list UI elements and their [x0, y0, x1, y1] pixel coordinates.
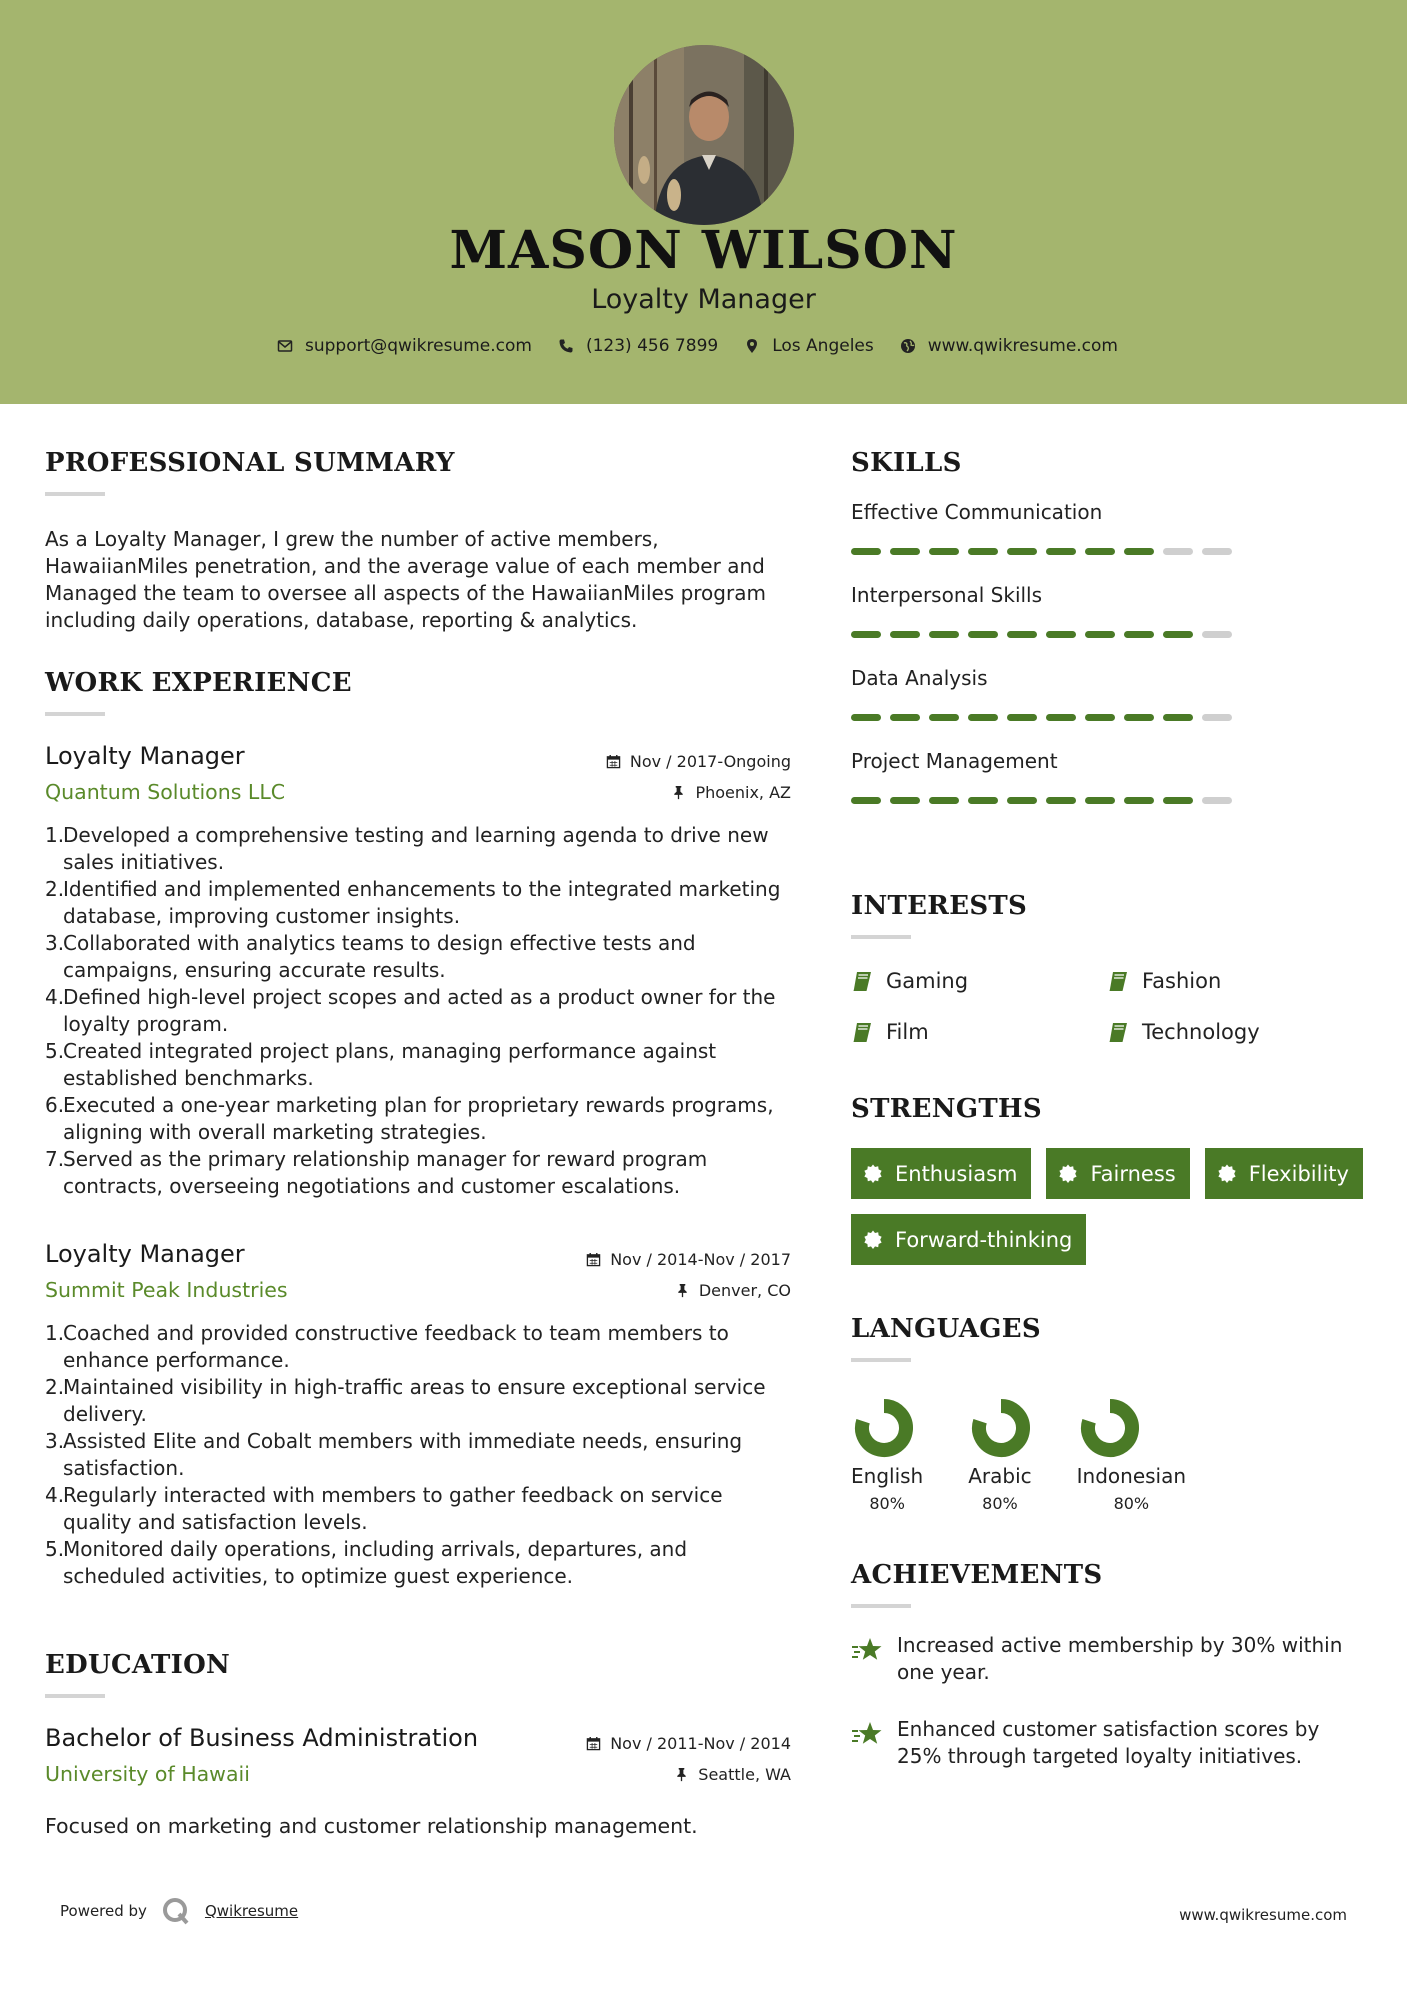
education-date: Nov / 2011-Nov / 2014 [610, 1734, 791, 1753]
strengths-list [851, 1148, 1371, 1265]
skill-level-dot [1046, 631, 1076, 638]
email-text: support@qwikresume.com [305, 336, 532, 356]
job-date: Nov / 2017-Ongoing [629, 752, 791, 771]
job-entry [45, 1240, 791, 1590]
achievement-item [851, 1632, 1371, 1686]
skills-heading: SKILLS [851, 448, 962, 478]
strength-tag: Forward-thinking [851, 1214, 1086, 1265]
badge-icon [863, 1230, 883, 1250]
languages-section [851, 1314, 1371, 1513]
skill-level-bar [851, 548, 1371, 555]
skill-level-dot [1046, 548, 1076, 555]
list-item: 5.Monitored daily operations, including arrivals, departures, and scheduled activities, to optimize guest experience. [45, 1537, 688, 1588]
skill-level-dot [1007, 714, 1037, 721]
list-item: 1.Developed a comprehensive testing and learning agenda to drive new sales initiatives. [45, 823, 769, 874]
phone-icon [558, 338, 574, 354]
job-title: Loyalty Manager [45, 1240, 245, 1268]
skill-level-dot [1202, 714, 1232, 721]
map-marker-icon [744, 338, 760, 354]
skills-list [851, 500, 1371, 804]
education-section [45, 1650, 791, 1838]
skill-level-dot [1124, 548, 1154, 555]
education-heading: EDUCATION [45, 1650, 231, 1680]
skill-level-dot [851, 797, 881, 804]
language-item [968, 1398, 1031, 1513]
contact-website[interactable] [900, 336, 1118, 356]
skill-level-dot [968, 548, 998, 555]
job-entry [45, 742, 791, 1200]
profile-photo [614, 45, 794, 225]
skill-level-bar [851, 714, 1371, 721]
skill-name: Interpersonal Skills [851, 583, 1043, 607]
language-progress-ring [971, 1398, 1031, 1458]
skill-level-dot [929, 631, 959, 638]
skill-level-dot [1163, 797, 1193, 804]
section-divider [45, 1694, 105, 1698]
contact-email[interactable] [277, 336, 532, 356]
job-meta [586, 1244, 791, 1306]
list-item: 6.Executed a one-year marketing plan for proprietary rewards programs, aligning with overall marketing strategies. [45, 1093, 774, 1144]
skill-item [851, 500, 1371, 555]
summary-section [45, 448, 791, 634]
degree-title: Bachelor of Business Administration [45, 1724, 479, 1752]
phone-text: (123) 456 7899 [585, 336, 719, 356]
skill-level-dot [968, 797, 998, 804]
skill-level-dot [1124, 714, 1154, 721]
skill-level-dot [1202, 548, 1232, 555]
achievements-section [851, 1560, 1371, 1770]
strengths-section [851, 1094, 1371, 1265]
interest-item: Technology [1107, 1020, 1363, 1044]
list-item: 4.Defined high-level project scopes and acted as a product owner for the loyalty program. [45, 985, 776, 1036]
book-icon [851, 970, 873, 992]
job-bullets [45, 822, 791, 1200]
job-location: Phoenix, AZ [695, 783, 791, 802]
interest-item: Gaming [851, 969, 1107, 993]
job-company: Summit Peak Industries [45, 1278, 288, 1302]
pushpin-icon [671, 785, 686, 800]
badge-icon [1058, 1164, 1078, 1184]
footer-site[interactable]: www.qwikresume.com [1179, 1906, 1347, 1924]
skill-level-dot [1163, 631, 1193, 638]
skill-level-dot [1007, 797, 1037, 804]
list-item: 7.Served as the primary relationship manager for reward program contracts, overseeing negotiations and customer escalations. [45, 1147, 708, 1198]
skill-level-dot [890, 631, 920, 638]
strength-tag: Enthusiasm [851, 1148, 1031, 1199]
interests-heading: INTERESTS [851, 891, 1028, 921]
calendar-icon [586, 1736, 601, 1751]
calendar-icon [606, 754, 621, 769]
list-item: 2.Maintained visibility in high-traffic areas to ensure exceptional service delivery. [45, 1375, 766, 1426]
skill-name: Data Analysis [851, 666, 988, 690]
contact-bar [0, 336, 1407, 356]
book-icon [1107, 970, 1129, 992]
contact-location [744, 336, 874, 356]
skill-level-dot [929, 548, 959, 555]
language-name: English [851, 1464, 924, 1488]
job-title: Loyalty Manager [45, 742, 245, 770]
skill-level-dot [1085, 797, 1115, 804]
contact-phone[interactable] [558, 336, 718, 356]
book-icon [851, 1021, 873, 1043]
skill-level-bar [851, 631, 1371, 638]
language-name: Indonesian [1076, 1464, 1187, 1488]
candidate-role: Loyalty Manager [591, 284, 816, 315]
strengths-heading: STRENGTHS [851, 1094, 1042, 1124]
skill-level-dot [968, 631, 998, 638]
badge-icon [863, 1164, 883, 1184]
skill-level-dot [1046, 714, 1076, 721]
achievement-item [851, 1716, 1371, 1770]
section-divider [851, 935, 911, 939]
candidate-name: MASON WILSON [449, 220, 958, 281]
calendar-icon [586, 1252, 601, 1267]
job-meta [606, 746, 791, 808]
section-divider [851, 1358, 911, 1362]
interests-section [851, 891, 1371, 1044]
skill-level-dot [929, 714, 959, 721]
globe-icon [900, 338, 916, 354]
skill-level-dot [1085, 631, 1115, 638]
education-description: Focused on marketing and customer relationship management. [45, 1814, 698, 1838]
skill-level-dot [1124, 797, 1154, 804]
skill-level-bar [851, 797, 1371, 804]
skill-level-dot [1124, 631, 1154, 638]
skill-level-dot [1202, 631, 1232, 638]
achievement-text: Increased active membership by 30% within one year. [897, 1633, 1343, 1684]
skill-item [851, 749, 1371, 804]
badge-icon [1217, 1164, 1237, 1184]
list-item: 1.Coached and provided constructive feedback to team members to enhance performance. [45, 1321, 729, 1372]
skill-level-dot [929, 797, 959, 804]
interest-item: Film [851, 1020, 1107, 1044]
job-location: Denver, CO [698, 1281, 791, 1300]
skills-section [851, 448, 1371, 804]
summary-text: As a Loyalty Manager, I grew the number of active members, HawaiianMiles penetration, and the average value of each member and Managed the team to oversee all aspects of the HawaiianMiles program including daily operations, database, reporting & analytics. [45, 527, 766, 632]
list-item: 3.Collaborated with analytics teams to design effective tests and campaigns, ensuring accurate results. [45, 931, 696, 982]
list-item: 2.Identified and implemented enhancements to the integrated marketing database, improving customer insights. [45, 877, 781, 928]
education-entry [45, 1724, 791, 1838]
languages-list [851, 1398, 1371, 1513]
job-bullets [45, 1320, 791, 1590]
section-divider [45, 712, 105, 716]
section-divider [45, 492, 105, 496]
skill-level-dot [968, 714, 998, 721]
languages-heading: LANGUAGES [851, 1314, 1041, 1344]
skill-level-dot [1046, 797, 1076, 804]
language-item [1077, 1398, 1186, 1513]
experience-job-2 [45, 1240, 791, 1590]
website-text: www.qwikresume.com [927, 336, 1118, 356]
strength-tag: Flexibility [1205, 1148, 1363, 1199]
skill-item [851, 583, 1371, 638]
skill-level-dot [851, 548, 881, 555]
achievements-list [851, 1632, 1371, 1770]
list-item: 5.Created integrated project plans, managing performance against established benchmarks. [45, 1039, 717, 1090]
language-progress-ring [854, 1398, 914, 1458]
list-item: 3.Assisted Elite and Cobalt members with immediate needs, ensuring satisfaction. [45, 1429, 743, 1480]
skill-level-dot [1085, 548, 1115, 555]
pushpin-icon [675, 1283, 690, 1298]
achievements-heading: ACHIEVEMENTS [851, 1560, 1103, 1590]
school-name: University of Hawaii [45, 1762, 250, 1786]
list-item: 4.Regularly interacted with members to gather feedback on service quality and satisfaction levels. [45, 1483, 723, 1534]
powered-by-label: Powered by [60, 1902, 147, 1920]
strength-tag: Fairness [1046, 1148, 1189, 1199]
education-location: Seattle, WA [698, 1765, 791, 1784]
skill-level-dot [1007, 631, 1037, 638]
language-percent: 80% [1113, 1494, 1150, 1513]
skill-level-dot [1007, 548, 1037, 555]
resume-header [0, 0, 1407, 404]
skill-level-dot [1202, 797, 1232, 804]
interest-item: Fashion [1107, 969, 1363, 993]
pushpin-icon [674, 1767, 689, 1782]
qwikresume-logo-icon [161, 1896, 191, 1926]
star-icon [851, 1634, 883, 1666]
star-icon [851, 1718, 883, 1750]
skill-name: Project Management [851, 749, 1058, 773]
skill-level-dot [1085, 714, 1115, 721]
skill-name: Effective Communication [851, 500, 1103, 524]
job-company: Quantum Solutions LLC [45, 780, 286, 804]
job-date: Nov / 2014-Nov / 2017 [610, 1250, 791, 1269]
skill-level-dot [890, 797, 920, 804]
achievement-text: Enhanced customer satisfaction scores by 25% through targeted loyalty initiatives. [897, 1717, 1320, 1768]
skill-level-dot [1163, 548, 1193, 555]
envelope-icon [277, 338, 293, 354]
qwikresume-link[interactable]: Qwikresume [204, 1902, 299, 1920]
location-text: Los Angeles [772, 336, 874, 356]
skill-level-dot [851, 631, 881, 638]
skill-item [851, 666, 1371, 721]
language-progress-ring [1080, 1398, 1140, 1458]
skill-level-dot [1163, 714, 1193, 721]
section-divider [851, 1604, 911, 1608]
experience-section [45, 668, 791, 1200]
book-icon [1107, 1021, 1129, 1043]
skill-level-dot [890, 714, 920, 721]
language-percent: 80% [982, 1494, 1018, 1513]
language-item [851, 1398, 923, 1513]
skill-level-dot [851, 714, 881, 721]
interests-list [851, 969, 1371, 1044]
language-name: Arabic [968, 1464, 1032, 1488]
language-percent: 80% [869, 1494, 905, 1513]
education-meta [586, 1728, 791, 1790]
summary-heading: PROFESSIONAL SUMMARY [45, 448, 455, 478]
footer-powered-by [60, 1896, 298, 1926]
experience-heading: WORK EXPERIENCE [45, 668, 352, 698]
skill-level-dot [890, 548, 920, 555]
